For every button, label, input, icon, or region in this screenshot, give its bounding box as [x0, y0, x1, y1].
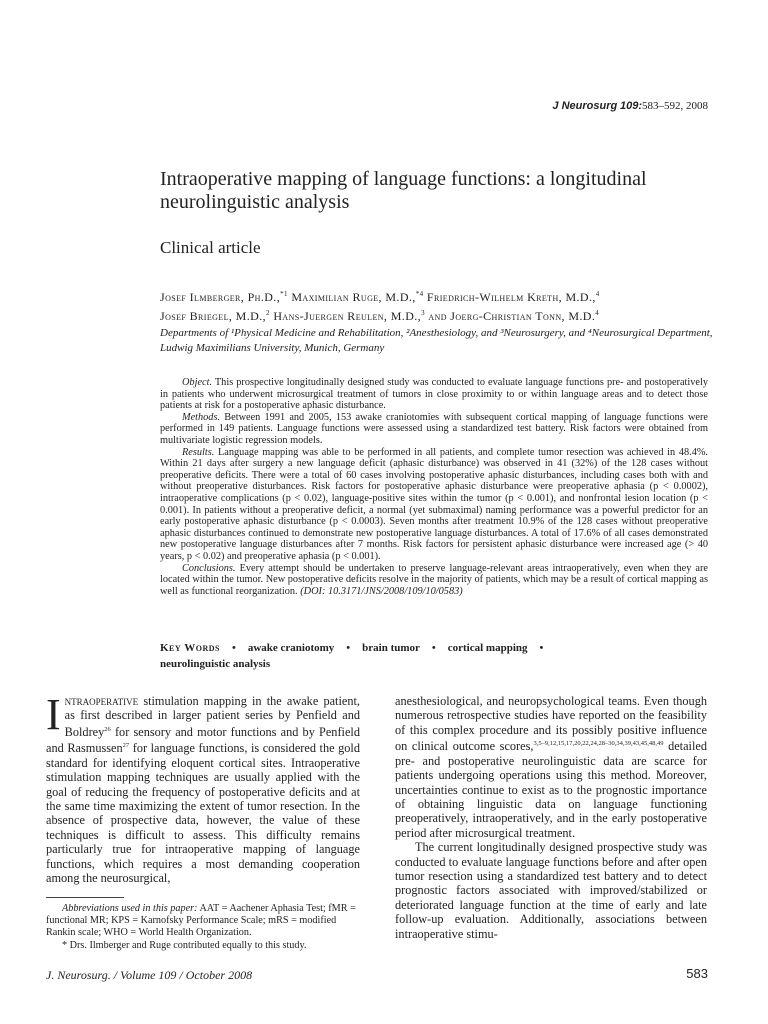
author-4-affil: 2 — [266, 309, 270, 317]
affiliations: Departments of ¹Physical Medicine and Rehabilitation, ²Anesthesiology, and ³Neurosurgery, and ⁴Neurosurgical Department, Ludwig Maximilians University, Munich, Germany — [160, 327, 713, 354]
abstract-object: Object. This prospective longitudinally designed study was conducted to evaluate language functions pre- and postoperatively in patients who underwent microsurgical treatment of tumors in close proximity to or within language areas and to detect those patients at risk for a postoperative aphasic disturbance. — [160, 377, 708, 412]
drop-cap: I — [46, 690, 61, 739]
abstract-results: Results. Language mapping was able to be performed in all patients, and complete tumor resection was achieved in 48.4%. Within 21 days after surgery a new language deficit (aphasic disturbance) was observed in 41 (32%) of the 128 cases without preoperative deficits. There were a total of 60 cases involving postoperative aphasic disturbances, including cases both with and without preoperative disturbances. Risk factors for postoperative aphasic disturbance were preoperative aphasia (p < 0.0002), intraoperative complications (p < 0.02), language-positive sites within the tumor (p < 0.001), and nonfrontal lesion location (p < 0.001). In patients without a preoperative deficit, a normal (yet submaximal) naming performance was a powerful predictor for an early postoperative aphasic disturbance (p < 0.0003). Seven months after treatment 10.9% of the 128 cases without preoperative aphasic disturbances continued to demonstrate new postoperative language disturbances. A total of 17.6% of all cases demonstrated new postoperative language disturbances after 7 months. Risk factors for persistent aphasic disturbance were increased age (> 40 years, p < 0.02) and preoperative aphasia (p < 0.001). — [160, 446, 708, 562]
keywords: Key Words • awake craniotomy • brain tumor • cortical mapping • neurolinguistic analysis — [160, 642, 544, 670]
equal-contribution-note: * Drs. Ilmberger and Ruge contributed equally to this study. — [62, 939, 307, 951]
lead-word: ntraoperative — [64, 694, 139, 708]
author-1: Josef Ilmberger, Ph.D., — [160, 290, 281, 304]
author-5: Hans-Juergen Reulen, M.D., — [273, 309, 422, 323]
body-paragraph: The current longitudinally designed prospective study was conducted to evaluate language functions before and after open tumor resection using a standardized test battery and to detect prognostic factors associated with improved/stabilized or deteriorated language function at the time of early and late follow-up evaluation. Additionally, associations between intraoperative stimu- — [395, 840, 707, 941]
abbreviations-note: Abbreviations used in this paper: AAT = Aachener Aphasia Test; fMR = functional MR; KPS = Karnofsky Performance Scale; mRS = modified Rankin scale; WHO = World Health Organization. — [46, 903, 356, 939]
author-2-affil: *4 — [415, 290, 424, 298]
abstract-methods: Methods. Between 1991 and 2005, 153 awake craniotomies with subsequent cortical mapping of language functions were performed in 149 patients. Language functions were assessed using a standardized test battery. Risk factors were obtained from multivariate logistic regression models. — [160, 411, 709, 446]
author-3: Friedrich-Wilhelm Kreth, M.D., — [426, 290, 596, 304]
journal-name: J Neurosurg — [552, 100, 618, 112]
keyword-item: brain tumor — [362, 642, 420, 654]
author-4: Josef Briegel, M.D., — [160, 309, 267, 323]
article-type: Clinical article — [160, 238, 261, 257]
keyword-item: cortical mapping — [447, 642, 528, 654]
author-3-affil: 4 — [595, 290, 600, 298]
reference-marker: 27 — [122, 742, 130, 750]
body-column-left: Intraoperative stimulation mapping in the awake patient, as first described in larger patient series by Penfield and Boldrey$^{26}$ for sensory and motor functions and by Penfield and Rasmussen$^{27}$ for language functions, is considered the gold standard for identifying eloquent cortical sites. Intraoperative stimulation mapping techniques are usually applied with the goal of reducing the frequency of postoperative deficits and at the same time maximizing the extent of tumor resection. In the absence of prospective data, however, the value of these techniques is difficult to assess. This difficulty remains particularly true for intraoperative mapping of language functions, which requires a most demanding cooperation among the neurosurgical, — [46, 690, 360, 886]
journal-citation: J Neurosurg 109:583–592, 2008 — [552, 100, 708, 112]
author-6: and Joerg-Christian Tonn, M.D. — [428, 309, 596, 323]
running-footer: J. Neurosurg. / Volume 109 / October 2008 — [46, 968, 253, 982]
abstract-conclusions: Conclusions. Every attempt should be undertaken to preserve language-relevant areas intraoperatively, even when they are located within the tumor. New postoperative deficits resolve in the majority of patients, which may be a result of cortical mapping as well as functional reorganization. (DOI: 10.3171/JNS/2008/109/10/0583) — [160, 562, 709, 597]
keyword-item: neurolinguistic analysis — [160, 658, 271, 670]
author-5-affil: 3 — [421, 309, 425, 317]
journal-pages: 583–592, 2008 — [642, 100, 708, 112]
journal-volume: 109 — [619, 100, 639, 112]
keyword-item: awake craniotomy — [247, 642, 335, 654]
reference-marker: 3,5–9,12,15,17,20,22,24,28–30,34,39,43,45,48,49 — [533, 740, 664, 748]
body-column-right — [395, 694, 707, 941]
doi: (DOI: 10.3171/JNS/2008/109/10/0583) — [300, 585, 463, 597]
abstract — [160, 377, 708, 597]
page-number: 583 — [686, 966, 708, 981]
reference-marker: 26 — [104, 725, 111, 733]
author-list — [160, 286, 720, 324]
footnote-divider — [46, 897, 124, 898]
author-2: Maximilian Ruge, M.D., — [291, 290, 416, 304]
author-1-affil: *1 — [280, 290, 288, 298]
body-paragraph: anesthesiological, and neuropsychological teams. Even though numerous retrospective studies have reported on the feasibility of this complex procedure and its possibly positive influence on clinical outcome scores,$^{3,5-9,12,15,17,20,22,24,28-30,34,39,43,45,48,49}$ detailed pre- and postoperative neurolinguistic data are scarce for patients undergoing operations using this method. Moreover, uncertainties continue to exist as to the prognostic importance of obtaining linguistic data on language functioning preoperatively, intraoperatively, and in the early postoperative period after microsurgical treatment. — [395, 694, 707, 840]
article-title: Intraoperative mapping of language functions: a longitudinal neurolinguistic analysis — [160, 168, 647, 213]
keywords-label: Key Words — [160, 642, 220, 654]
author-6-affil: 4 — [595, 309, 600, 317]
footnotes — [46, 903, 360, 952]
